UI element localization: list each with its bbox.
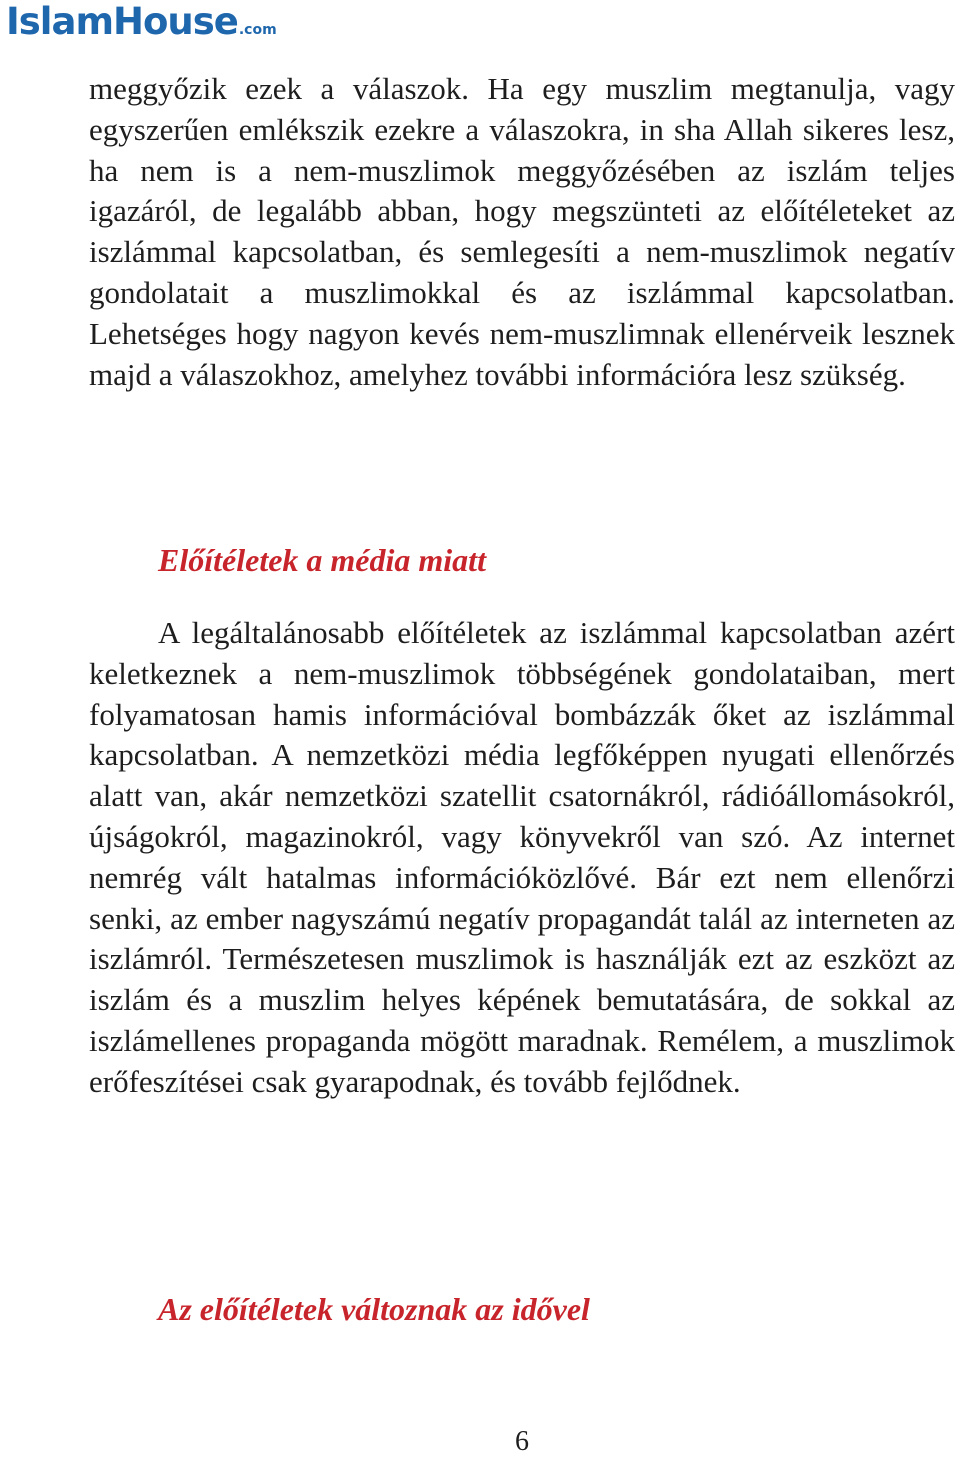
page-number: 6	[515, 1426, 529, 1457]
paragraph-text: meggyőzik ezek a válaszok. Ha egy muszlim megtanulja, vagy egyszerűen emlékszik ezekre a válaszokra, in sha Allah sikeres lesz, ha nem is a nem-muszlimok meggyőzésében az iszlám teljes igazáról, de legalább abban, hogy megszünteti az előítéleteket az iszlámmal kapcsolatban, és semlegesíti a nem-muszlimok negatív gondolatait a muszlimokkal és az iszlámmal kapcsolatban. Lehetséges hogy nagyon kevés nem-muszlimnak ellenérveik lesznek majd a válaszokhoz, amelyhez további információra lesz szükség.	[89, 71, 955, 392]
logo-text: IslamHouse	[6, 0, 238, 43]
section-heading-media: Előítéletek a média miatt	[158, 542, 486, 578]
section-heading-time: Az előítéletek változnak az idővel	[158, 1291, 590, 1327]
paragraph-text: A legáltalánosabb előítéletek az iszlámmal kapcsolatban azért keletkeznek a nem-muszlimok többségének gondolataiban, mert folyamatosan hamis információval bombázzák őket az iszlámmal kapcsolatban. A nemzetközi média legfőképpen nyugati ellenőrzés alatt van, akár nemzetközi szatellit csatornákról, rádióállomásokról, újságokról, magazinokról, vagy könyvekről van szó. Az internet nemrég vált hatalmas információközlővé. Bár ezt nem ellenőrzi senki, az ember nagyszámú negatív propagandát talál az interneten az iszlámról. Természetesen muszlimok is használják ezt az eszközt az iszlám és a muszlim helyes képének bemutatására, de sokkal az iszlámellenes propaganda mögött maradnak. Remélem, a muszlimok erőfeszítései csak gyarapodnak, és tovább fejlődnek.	[89, 615, 955, 1099]
paragraph-continuation	[89, 69, 955, 395]
paragraph-media	[89, 613, 955, 1103]
islamhouse-logo	[6, 0, 277, 44]
logo-suffix: .com	[238, 22, 277, 38]
